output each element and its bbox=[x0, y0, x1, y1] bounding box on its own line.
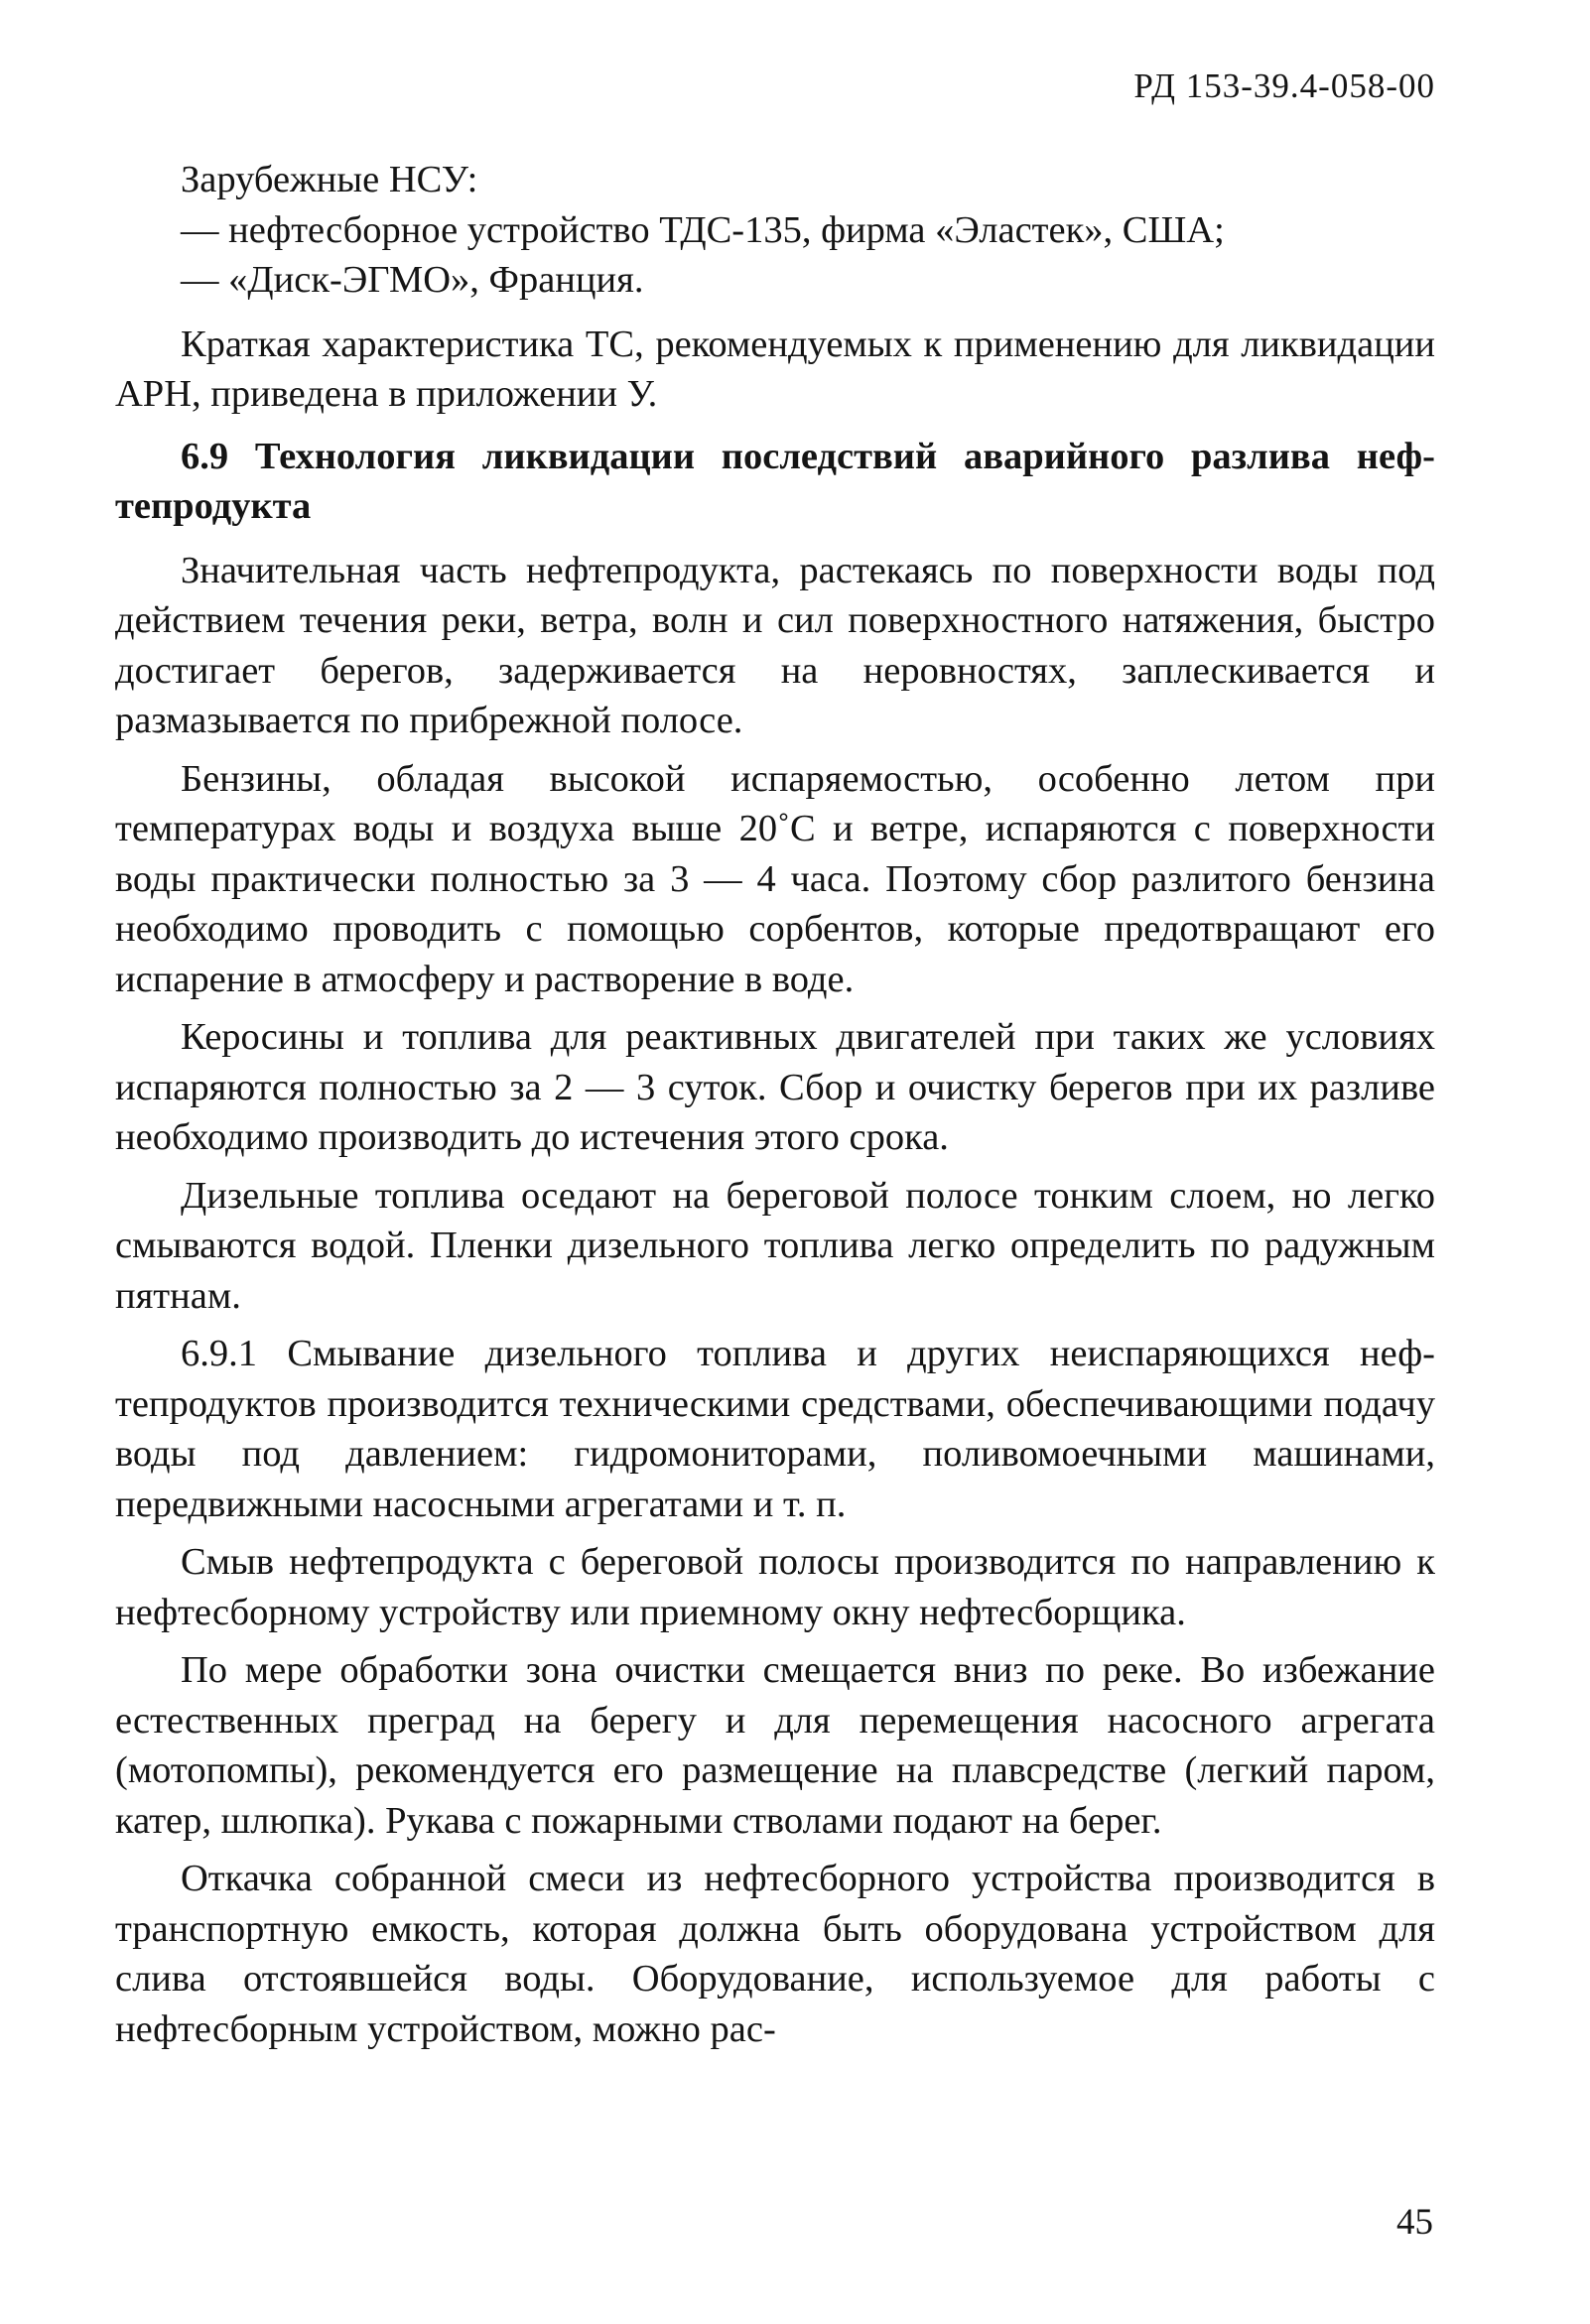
paragraph-washing-direction: Смыв нефтепродукта с береговой полосы производится по направлению к нефтесборному устройству или приемному окну нефтесборщика. bbox=[115, 1541, 1435, 1633]
list-item-disk-egmo: — «Диск-ЭГМО», Франция. bbox=[181, 259, 644, 301]
paragraph-kerosene: Керосины и топлива для реактивных двигателей при таких же условиях испаряются полностью за 2 — 3 суток. Сбор и очистку берегов при их разливе необходимо производить до истечения этого срока. bbox=[115, 1016, 1435, 1158]
paragraph-diesel: Дизельные топлива оседают на береговой полосе тонким слоем, но легко смываются водой. Пленки дизельного топлива легко определить по радужным пятнам. bbox=[115, 1174, 1435, 1317]
paragraph-cleaning-zone: По мере обработки зона очистки смещается вниз по реке. Во избежание естественных преград на берегу и для перемещения насосного агрегата (мотопомпы), рекомендуется его размещение на плавсредстве (легкий паром, катер, шлюпка). Рукава с пожарными стволами подают на берег. bbox=[115, 1649, 1435, 1842]
paragraph-6-9-1: 6.9.1 Смывание дизельного топлива и других неиспаряющихся нефтепродуктов производится техническими средствами, обеспечивающими подачу воды под давлением: гидромониторами, поливомоечными машинами, передвижными насосными агрегатами и т. п. bbox=[115, 1333, 1435, 1525]
section-heading-6-9: 6.9 Технология ликвидации последствий аварийного разлива нефтепродукта bbox=[115, 435, 1435, 527]
page-number: 45 bbox=[1396, 2202, 1433, 2243]
paragraph-foreign-devices: Зарубежные НСУ: bbox=[181, 159, 478, 200]
paragraph-gasoline: Бензины, обладая высокой испаряемостью, особенно летом при температурах воды и воздуха выше 20˚С и ветре, испаряются с поверхности воды практически полностью за 3 — 4 часа. Поэтому сбор разлитого бензина необходимо проводить с помощью сорбентов, которые предотвращают его испарение в атмосферу и растворение в воде. bbox=[115, 757, 1435, 1000]
paragraph-pumping: Откачка собранной смеси из нефтесборного устройства производится в транспортную емкость, которая должна быть оборудована устройством для слива отстоявшейся воды. Оборудование, используемое для работы с нефтесборным устройством, можно рас- bbox=[115, 1858, 1435, 2050]
list-item-tds-135: — нефтесборное устройство ТДС-135, фирма «Эластек», США; bbox=[181, 208, 1225, 251]
page-content bbox=[115, 155, 1435, 2062]
paragraph-ts-characteristics: Краткая характеристика ТС, рекомендуемых к применению для ликвидации АРН, приведена в приложении У. bbox=[115, 323, 1435, 415]
document-code: РД 153-39.4-058-00 bbox=[1133, 66, 1435, 105]
paragraph-spreading: Значительная часть нефтепродукта, растекаясь по поверхности воды под действием течения реки, ветра, волн и сил поверхностного натяжения, быстро достигает берегов, задерживается на неровностях, заплескивается и размазывается по прибрежной полосе. bbox=[115, 549, 1435, 741]
